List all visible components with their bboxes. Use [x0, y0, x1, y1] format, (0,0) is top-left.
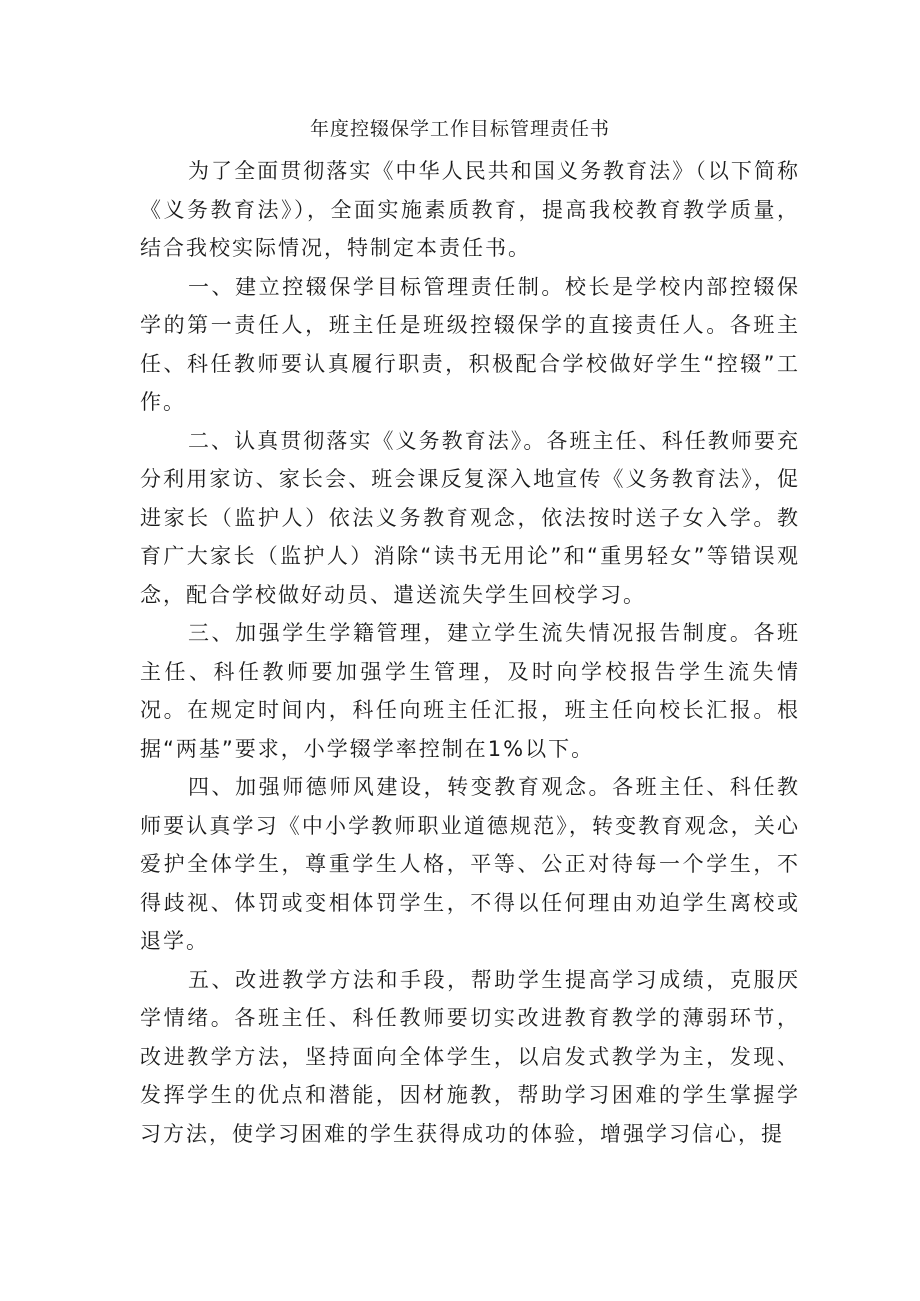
paragraph-section-5: 五、改进教学方法和手段，帮助学生提高学习成绩，克服厌学情绪。各班主任、科任教师要切实改进教育教学的薄弱环节，改进教学方法，坚持面向全体学生，以启发式教学为主，发现、发挥学生的优点和潜能，因材施教，帮助学习困难的学生掌握学习方法，使学习困难的学生获得成功的体验，增强学习信心，提 [140, 967, 800, 1146]
document-body [140, 152, 800, 1153]
document-title: 年度控辍保学工作目标管理责任书 [309, 118, 610, 140]
paragraph-section-4: 四、加强师德师风建设，转变教育观念。各班主任、科任教师要认真学习《中小学教师职业道德规范》，转变教育观念，关心爱护全体学生，尊重学生人格，平等、公正对待每一个学生，不得歧视、体罚或变相体罚学生，不得以任何理由劝迫学生离校或退学。 [140, 775, 800, 953]
paragraph-section-2: 二、认真贯彻落实《义务教育法》。各班主任、科任教师要充分利用家访、家长会、班会课反复深入地宣传《义务教育法》，促进家长（监护人）依法义务教育观念，依法按时送子女入学。教育广大家长（监护人）消除“读书无用论”和“重男轻女”等错误观念，配合学校做好动员、遣送流失学生回校学习。 [140, 428, 800, 607]
paragraph-section-3: 三、加强学生学籍管理，建立学生流失情况报告制度。各班主任、科任教师要加强学生管理，及时向学校报告学生流失情况。在规定时间内，科任向班主任汇报，班主任向校长汇报。根据“两基”要求，小学辍学率控制在1%以下。 [140, 621, 800, 761]
paragraph-intro: 为了全面贯彻落实《中华人民共和国义务教育法》（以下简称《义务教育法》），全面实施素质教育，提高我校教育教学质量，结合我校实际情况，特制定本责任书。 [140, 159, 800, 260]
paragraph-section-1: 一、建立控辍保学目标管理责任制。校长是学校内部控辍保学的第一责任人，班主任是班级控辍保学的直接责任人。各班主任、科任教师要认真履行职责，积极配合学校做好学生“控辍”工作。 [140, 274, 800, 414]
